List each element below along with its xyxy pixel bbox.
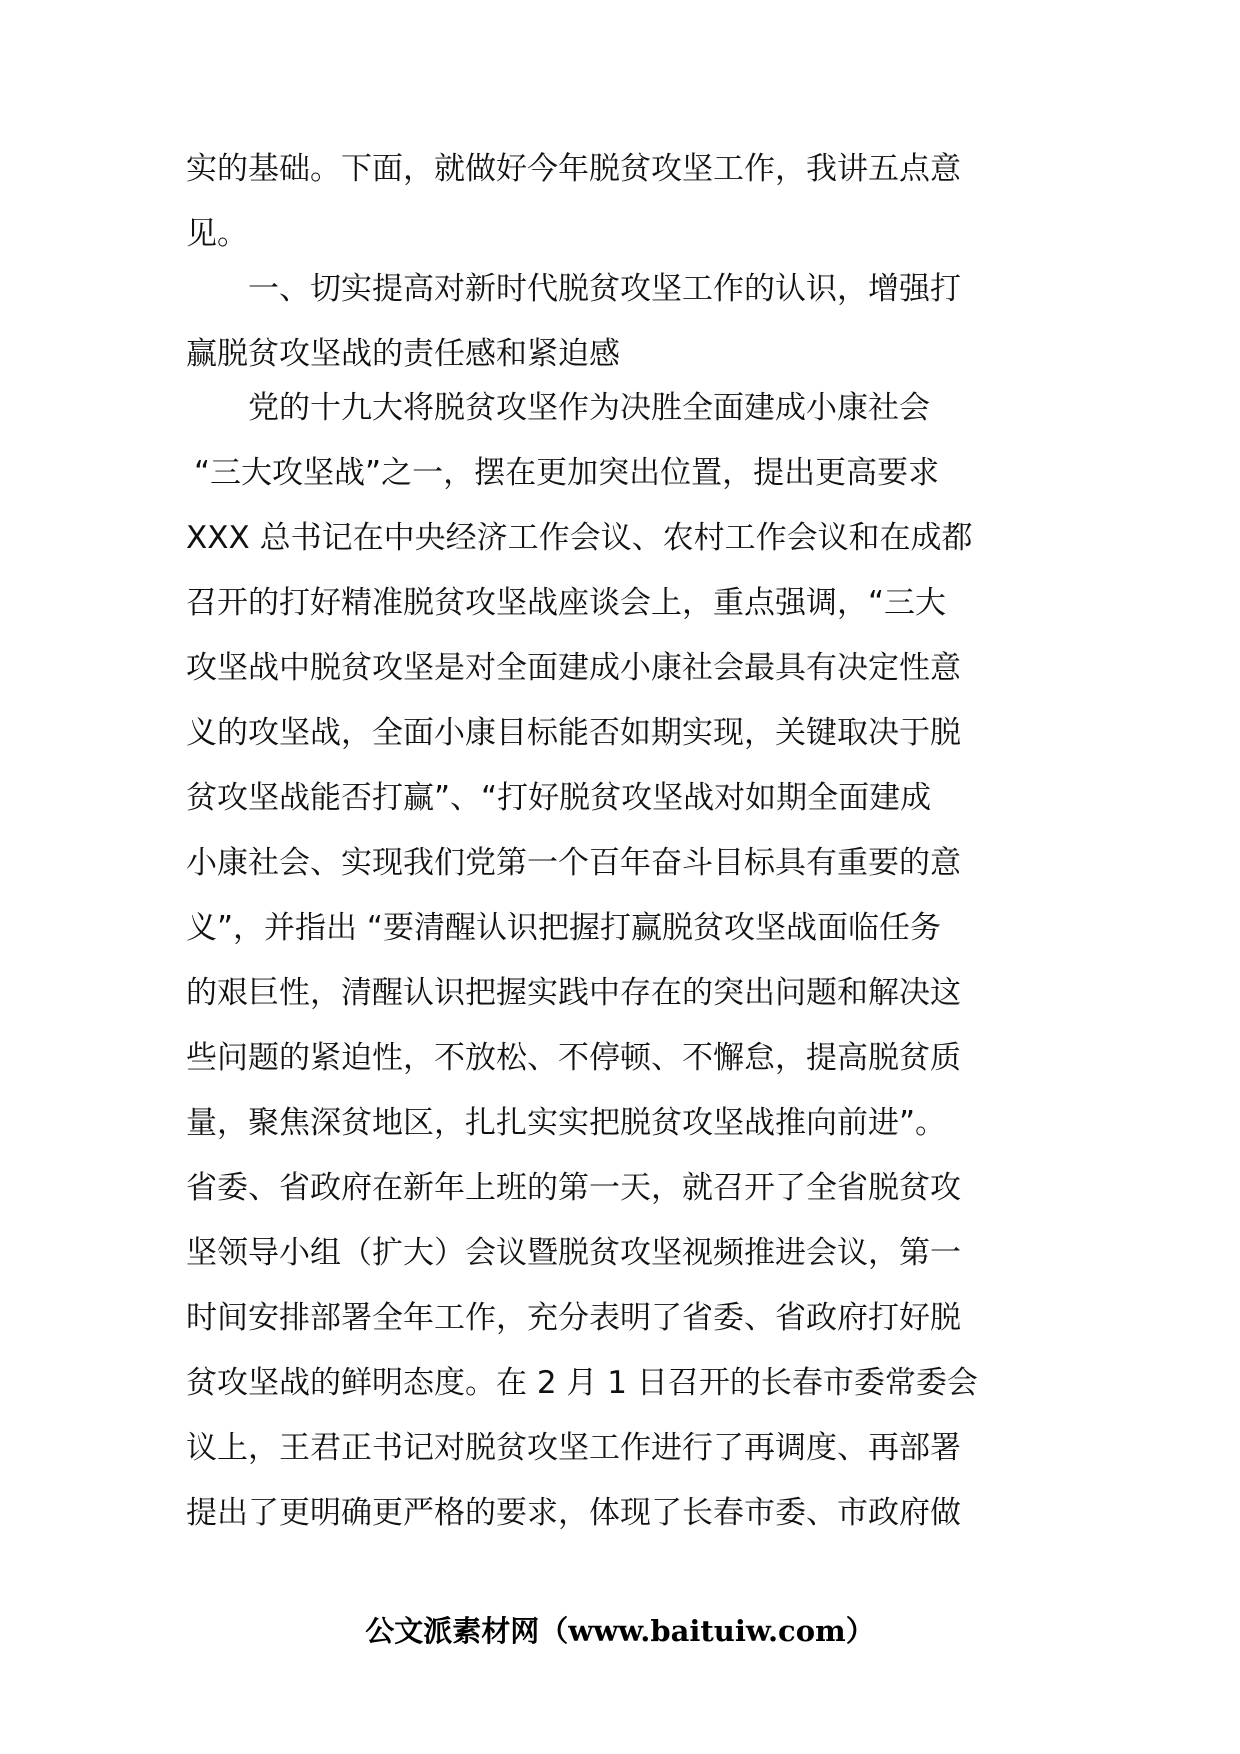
text-line: 实的基础。下面，就做好今年脱贫攻坚工作，我讲五点意 [186, 151, 961, 187]
text-line: 省委、省政府在新年上班的第一天，就召开了全省脱贫攻 [186, 1170, 961, 1206]
text-line: 贫攻坚战能否打赢”、“打好脱贫攻坚战对如期全面建成 [186, 780, 932, 816]
text-line: 坚领导小组（扩大）会议暨脱贫攻坚视频推进会议，第一 [186, 1235, 961, 1271]
text-line: 议上，王君正书记对脱贫攻坚工作进行了再调度、再部署 [186, 1430, 961, 1466]
text-line: 贫攻坚战的鲜明态度。在 2 月 1 日召开的长春市委常委会 [186, 1365, 978, 1401]
paragraph-main [186, 376, 1054, 1546]
text-line: 小康社会、实现我们党第一个百年奋斗目标具有重要的意 [186, 845, 961, 881]
text-line: 义”，并指出 “要清醒认识把握打赢脱贫攻坚战面临任务 [186, 910, 941, 946]
text-line: 攻坚战中脱贫攻坚是对全面建成小康社会最具有决定性意 [186, 650, 961, 686]
text-line: XXX 总书记在中央经济工作会议、农村工作会议和在成都 [186, 520, 973, 556]
text-line: “三大攻坚战”之一，摆在更加突出位置，提出更高要求 [194, 455, 940, 491]
text-line: 党的十九大将脱贫攻坚作为决胜全面建成小康社会 [248, 390, 930, 426]
text-line: 量，聚焦深贫地区，扎扎实实把脱贫攻坚战推向前进”。 [186, 1105, 947, 1141]
text-line: 的艰巨性，清醒认识把握实践中存在的突出问题和解决这 [186, 975, 961, 1011]
text-line: 些问题的紧迫性，不放松、不停顿、不懈怠，提高脱贫质 [186, 1040, 961, 1076]
heading-line: 赢脱贫攻坚战的责任感和紧迫感 [186, 336, 620, 372]
text-line: 义的攻坚战，全面小康目标能否如期实现，关键取决于脱 [186, 715, 961, 751]
heading-section-one [186, 257, 1054, 387]
text-line: 时间安排部署全年工作，充分表明了省委、省政府打好脱 [186, 1300, 961, 1336]
text-line: 召开的打好精准脱贫攻坚战座谈会上，重点强调，“三大 [186, 585, 947, 621]
text-line: 见。 [186, 216, 248, 252]
heading-line: 一、切实提高对新时代脱贫攻坚工作的认识，增强打 [248, 271, 961, 307]
text-line: 提出了更明确更严格的要求，体现了长春市委、市政府做 [186, 1495, 961, 1531]
paragraph-intro [186, 137, 1054, 267]
footer-watermark: 公文派素材网（www.baituiw.com） [365, 1614, 875, 1648]
